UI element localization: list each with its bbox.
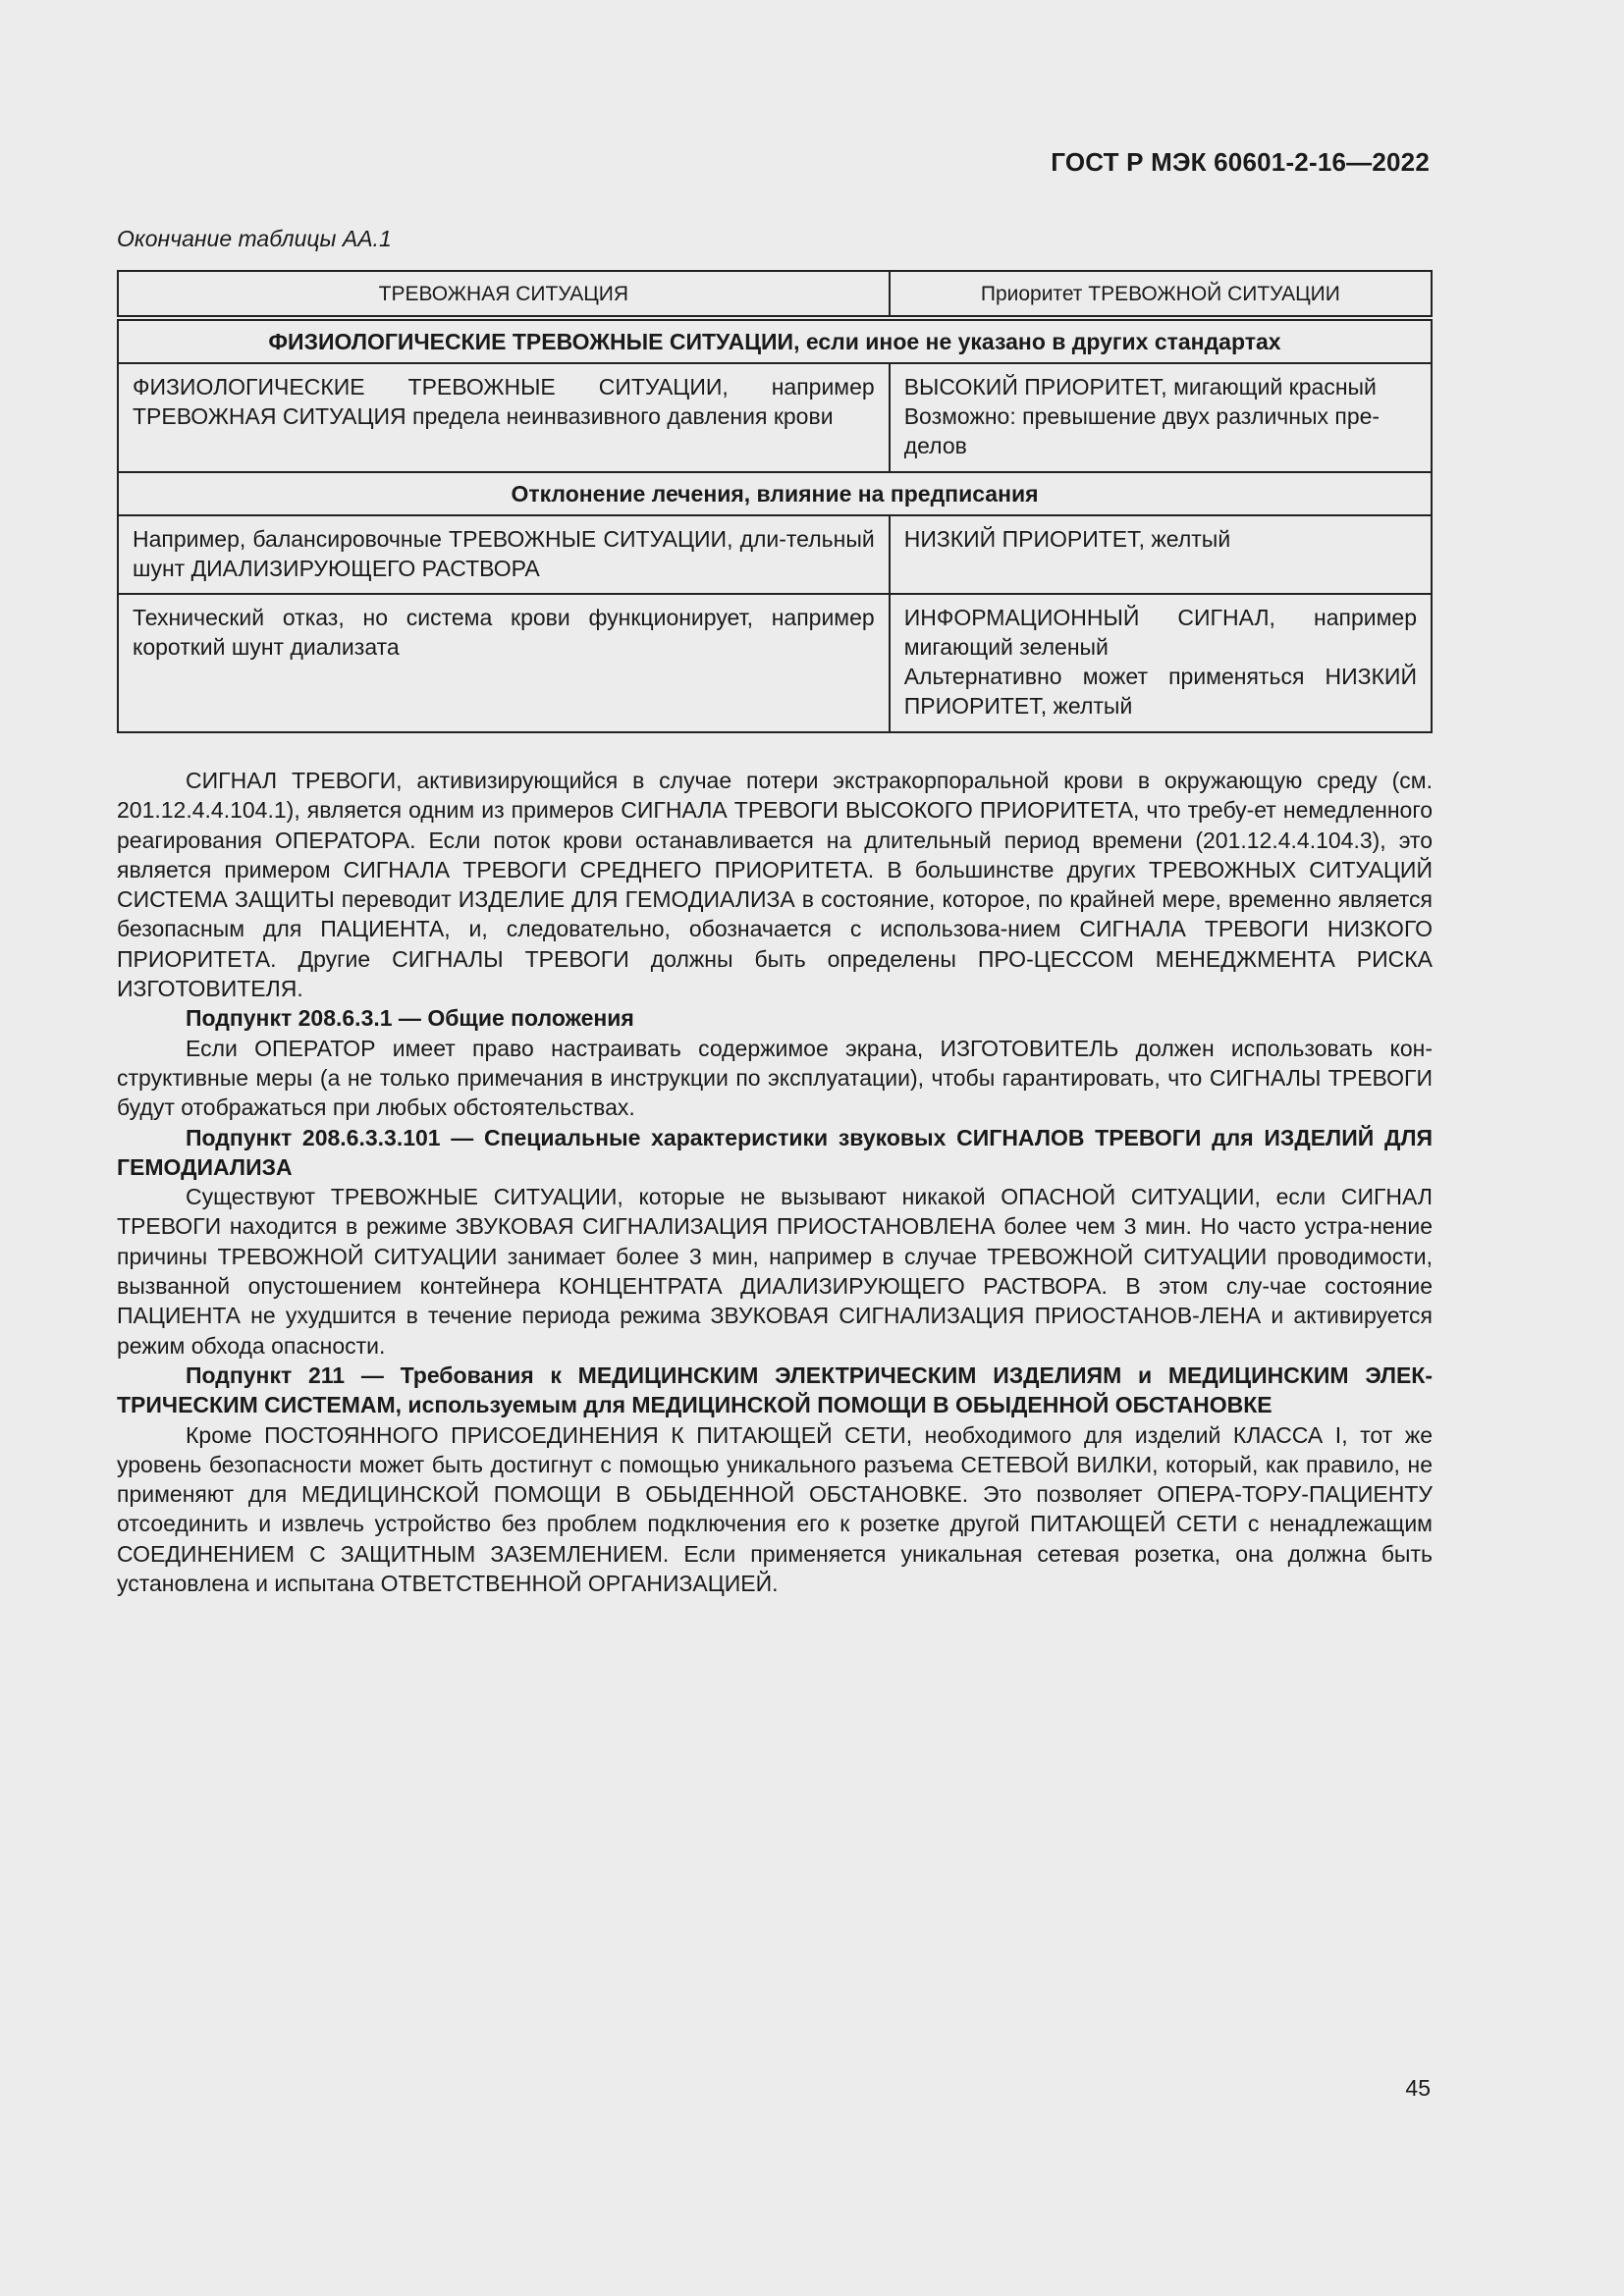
priority-line: НИЗКИЙ ПРИОРИТЕТ, желтый xyxy=(903,526,1231,552)
document-code: ГОСТ Р МЭК 60601-2-16—2022 xyxy=(1051,147,1430,177)
priority-note: Альтернативно может применяться НИЗКИЙ ПРИОРИТЕТ, желтый xyxy=(903,664,1417,719)
table-row xyxy=(118,363,1432,472)
subclause-heading: Подпункт 211 — Требования к МЕДИЦИНСКИМ ЭЛЕКТРИЧЕСКИМ ИЗДЕЛИЯМ и МЕДИЦИНСКИМ ЭЛЕК-ТРИЧЕСКИМ СИСТЕМАМ, используемым для МЕДИЦИНСКОЙ ПОМОЩИ В ОБЫДЕННОЙ ОБСТАНОВКЕ xyxy=(117,1362,1433,1418)
priority-note: Возможно: превышение двух различных пре-делов xyxy=(903,403,1380,458)
table-row xyxy=(118,594,1432,732)
table-caption: Окончание таблицы АА.1 xyxy=(117,226,392,251)
situation-cell: Например, балансировочные ТРЕВОЖНЫЕ СИТУАЦИИ, дли-тельный шунт ДИАЛИЗИРУЮЩЕГО РАСТВОРА xyxy=(118,515,890,594)
table-section-row xyxy=(118,318,1432,363)
paragraph: СИГНАЛ ТРЕВОГИ, активизирующийся в случае потери экстракорпоральной крови в окружающую среду (см. 201.12.4.4.104.1), является одним из примеров СИГНАЛА ТРЕВОГИ ВЫСОКОГО ПРИОРИТЕТА, что требу-ет немедленного реагирования ОПЕРАТОРА. Если поток крови останавливается на длительный период времени (201.12.4.4.104.3), это является примером СИГНАЛА ТРЕВОГИ СРЕДНЕГО ПРИОРИТЕТА. В большинстве других ТРЕВОЖНЫХ СИТУАЦИЙ СИСТЕМА ЗАЩИТЫ переводит ИЗДЕЛИЕ ДЛЯ ГЕМОДИАЛИЗА в состояние, которое, по крайней мере, временно является безопасным для ПАЦИЕНТА, и, следовательно, обозначается с использова-нием СИГНАЛА ТРЕВОГИ НИЗКОГО ПРИОРИТЕТА. Другие СИГНАЛЫ ТРЕВОГИ должны быть определены ПРО-ЦЕССОМ МЕНЕДЖМЕНТА РИСКА ИЗГОТОВИТЕЛЯ. xyxy=(117,768,1433,1002)
col-header-priority: Приоритет ТРЕВОЖНОЙ СИТУАЦИИ xyxy=(890,271,1432,318)
subclause-heading: Подпункт 208.6.3.1 — Общие положения xyxy=(186,1005,634,1032)
subclause-heading: Подпункт 208.6.3.3.101 — Специальные характеристики звуковых СИГНАЛОВ ТРЕВОГИ для ИЗДЕЛИЙ ДЛЯ ГЕМОДИАЛИЗА xyxy=(117,1124,1433,1180)
priority-cell xyxy=(890,515,1432,594)
priority-line: ВЫСОКИЙ ПРИОРИТЕТ, мигающий красный xyxy=(903,374,1377,400)
section-treatment-deviation: Отклонение лечения, влияние на предписания xyxy=(118,472,1432,515)
paragraph: Если ОПЕРАТОР имеет право настраивать содержимое экрана, ИЗГОТОВИТЕЛЬ должен использовать кон-структивные меры (а не только примечания в инструкции по эксплуатации), чтобы гарантировать, что СИГНАЛЫ ТРЕВОГИ будут отображаться при любых обстоятельствах. xyxy=(117,1035,1433,1121)
situation-cell: Технический отказ, но система крови функционирует, например короткий шунт диализата xyxy=(118,594,890,732)
priority-cell xyxy=(890,363,1432,472)
table-row xyxy=(118,515,1432,594)
body-text xyxy=(117,766,1433,1598)
priority-cell xyxy=(890,594,1432,732)
table-header-row xyxy=(118,271,1432,318)
paragraph: Кроме ПОСТОЯННОГО ПРИСОЕДИНЕНИЯ К ПИТАЮЩЕЙ СЕТИ, необходимого для изделий КЛАССА I, тот же уровень безопасности может быть достигнут с помощью уникального разъема СЕТЕВОЙ ВИЛКИ, который, как правило, не применяют для МЕДИЦИНСКОЙ ПОМОЩИ В ОБЫДЕННОЙ ОБСТАНОВКЕ. Это позволяет ОПЕРА-ТОРУ-ПАЦИЕНТУ отсоединить и извлечь устройство без проблем подключения его к розетке другой ПИТАЮЩЕЙ СЕТИ с ненадлежащим СОЕДИНЕНИЕМ С ЗАЩИТНЫМ ЗАЗЕМЛЕНИЕМ. Если применяется уникальная сетевая розетка, она должна быть установлена и испытана ОТВЕТСТВЕННОЙ ОРГАНИЗАЦИЕЙ. xyxy=(117,1421,1433,1597)
paragraph: Существуют ТРЕВОЖНЫЕ СИТУАЦИИ, которые не вызывают никакой ОПАСНОЙ СИТУАЦИИ, если СИГНАЛ ТРЕВОГИ находится в режиме ЗВУКОВАЯ СИГНАЛИЗАЦИЯ ПРИОСТАНОВЛЕНА более чем 3 мин. Но часто устра-нение причины ТРЕВОЖНОЙ СИТУАЦИИ занимает более 3 мин, например в случае ТРЕВОЖНОЙ СИТУАЦИИ проводимости, вызванной опустошением контейнера КОНЦЕНТРАТА ДИАЛИЗИРУЮЩЕГО РАСТВОРА. В этом слу-чае состояние ПАЦИЕНТА не ухудшится в течение периода режима ЗВУКОВАЯ СИГНАЛИЗАЦИЯ ПРИОСТАНОВ-ЛЕНА и активируется режим обхода опасности. xyxy=(117,1184,1433,1359)
page-number: 45 xyxy=(1405,2075,1431,2101)
alarm-priority-table xyxy=(117,270,1433,733)
table-section-row xyxy=(118,472,1432,515)
priority-line: ИНФОРМАЦИОННЫЙ СИГНАЛ, например мигающий зеленый xyxy=(903,605,1417,660)
section-physiological: ФИЗИОЛОГИЧЕСКИЕ ТРЕВОЖНЫЕ СИТУАЦИИ, если иное не указано в других стандартах xyxy=(118,318,1432,363)
situation-cell: ФИЗИОЛОГИЧЕСКИЕ ТРЕВОЖНЫЕ СИТУАЦИИ, например ТРЕВОЖНАЯ СИТУАЦИЯ предела неинвазивного давления крови xyxy=(118,363,890,472)
col-header-situation: ТРЕВОЖНАЯ СИТУАЦИЯ xyxy=(118,271,890,318)
